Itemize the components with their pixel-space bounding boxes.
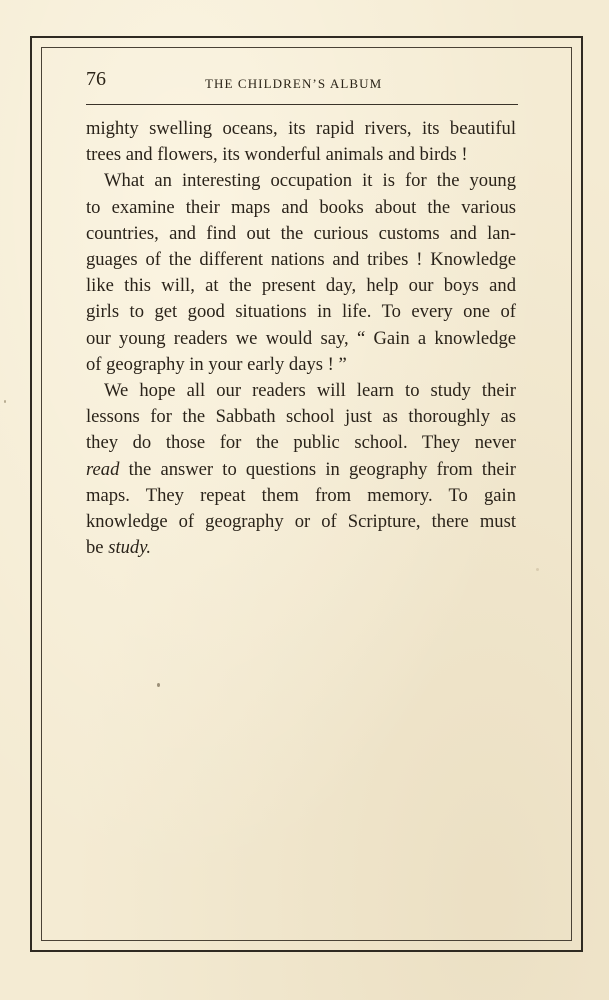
paragraph-3	[86, 378, 516, 561]
paragraph-2	[86, 168, 516, 378]
text-line: We hope all our readers will learn to study their	[104, 380, 516, 402]
text-line: countries, and find out the curious customs and lan-	[86, 222, 516, 244]
text-line: girls to get good situations in life. To every one of	[86, 301, 516, 323]
italic-word: study.	[108, 537, 152, 559]
text-line: maps. They repeat them from memory. To gain	[86, 484, 516, 506]
text-line: lessons for the Sabbath school just as thoroughly as	[86, 406, 516, 428]
text-line	[86, 457, 516, 483]
page-header	[86, 68, 516, 98]
text-line: mighty swelling oceans, its rapid rivers, its beautiful	[86, 118, 516, 139]
paragraph-1	[86, 116, 516, 168]
text-line: trees and flowers, its wonderful animals and birds !	[86, 144, 468, 166]
text-line: knowledge of geography or of Scripture, there must	[86, 511, 516, 533]
text-line: to examine their maps and books about the various	[86, 196, 516, 218]
text-line: they do those for the public school. They never	[86, 432, 516, 454]
text-line: of geography in your early days ! ”	[86, 353, 347, 375]
header-rule	[86, 104, 518, 105]
text-line: our young readers we would say, “ Gain a knowledge	[86, 327, 516, 349]
italic-word: read	[86, 458, 120, 480]
text-segment: be	[86, 537, 109, 559]
text-segment: the answer to questions in geography from their	[119, 458, 516, 480]
paper-speck	[4, 400, 6, 403]
page-number: 76	[86, 68, 106, 90]
text-line: guages of the different nations and tribes ! Knowledge	[86, 249, 516, 271]
text-line: What an interesting occupation it is for the young	[104, 170, 516, 192]
body-text	[86, 116, 516, 561]
paper-speck	[157, 683, 160, 687]
paper-speck	[536, 568, 539, 571]
running-title: THE CHILDREN’S ALBUM	[205, 76, 383, 91]
text-line: like this will, at the present day, help our boys and	[86, 275, 516, 297]
text-line	[86, 535, 516, 561]
